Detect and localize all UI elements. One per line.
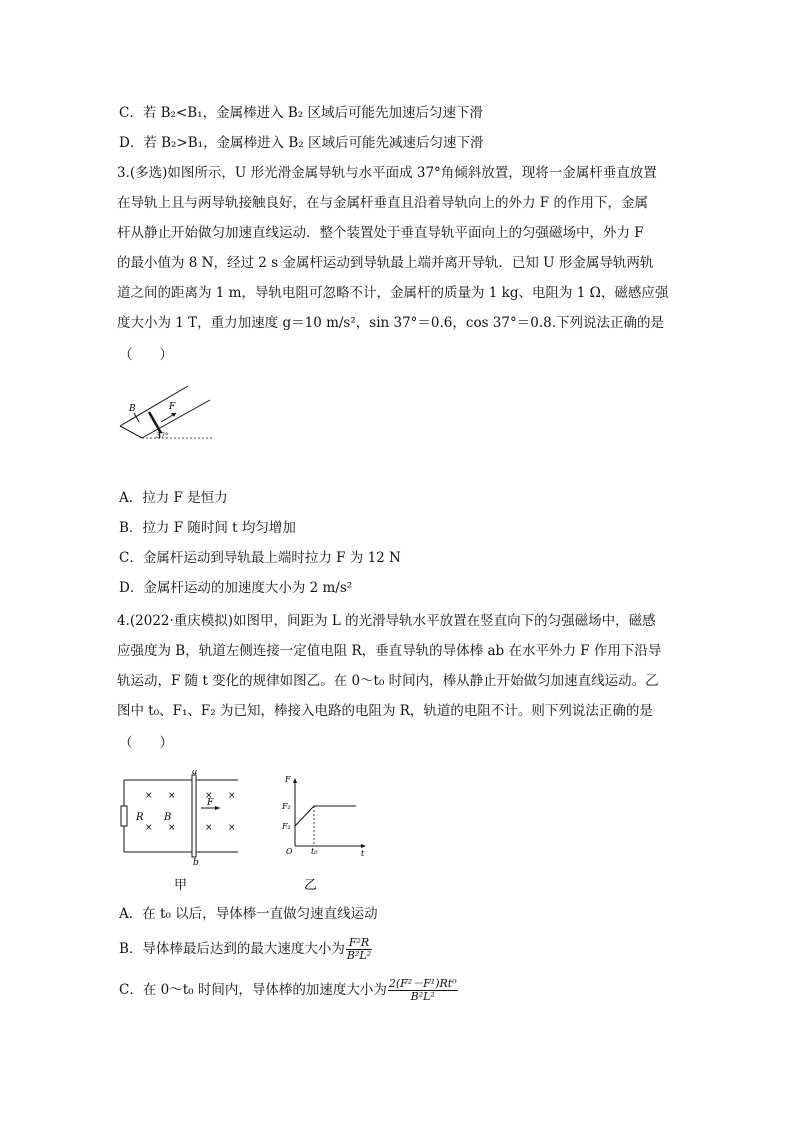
q4-option-a: A．在 t₀ 以后，导体棒一直做匀速直线运动	[119, 906, 378, 922]
q4-option-c	[119, 978, 458, 1003]
q3-option-a: A．拉力 F 是恒力	[119, 490, 228, 506]
q3-line-3: 杆从静止开始做匀加速直线运动．整个装置处于垂直导轨平面向上的匀强磁场中，外力 F	[117, 225, 644, 241]
q3-line-4: 的最小值为 8 N，经过 2 s 金属杆运动到导轨最上端并离开导轨．已知 U 形金属导轨两轨	[117, 255, 654, 271]
prev-option-d: D．若 B₂>B₁，金属棒进入 B₂ 区域后可能先减速后匀速下滑	[119, 135, 484, 151]
q3-option-d: D．金属杆运动的加速度大小为 2 m/s²	[119, 580, 353, 596]
q3-fig-angle: 37°	[156, 432, 169, 440]
jia-cross: ×	[145, 823, 153, 833]
fraction-denominator: B²L²	[346, 949, 372, 962]
jia-label-f: F	[207, 798, 214, 808]
q4-line-2: 应强度为 B，轨道左侧连接一定值电阻 R，垂直导轨的导体棒 ab 在水平外力 F 作用下沿导	[117, 643, 662, 659]
prev-option-c: C．若 B₂<B₁，金属棒进入 B₂ 区域后可能先加速后匀速下滑	[119, 105, 484, 121]
q4-option-c-text: C．在 0～t₀ 时间内，导体棒的加速度大小为	[119, 982, 387, 998]
q4-line-1: 4.(2022·重庆模拟)如图甲，间距为 L 的光滑导轨水平放置在竖直向下的匀强磁场中，磁感	[117, 613, 656, 629]
jia-cross: ×	[228, 823, 236, 833]
yi-axis-f: F	[285, 775, 291, 784]
q3-option-b: B．拉力 F 随时间 t 均匀增加	[119, 520, 296, 536]
q4-option-b-fraction	[346, 937, 372, 962]
yi-axis-t: t	[361, 849, 365, 858]
q3-line-5: 道之间的距离为 1 m，导轨电阻可忽略不计，金属杆的质量为 1 kg、电阻为 1 Ω，磁感应强	[117, 285, 669, 301]
fraction-numerator: F²R	[346, 937, 372, 950]
q4-figure-jia	[116, 770, 242, 894]
conductor-rod	[192, 775, 196, 857]
jia-cross: ×	[228, 791, 236, 801]
q4-option-c-fraction	[388, 978, 458, 1003]
q3-line-6: 度大小为 1 T，重力加速度 g＝10 m/s²，sin 37°＝0.6，cos 37°＝0.8.下列说法正确的是	[117, 315, 664, 331]
jia-cross: ×	[205, 791, 213, 801]
q4-line-4: 图中 t₀、F₁、F₂ 为已知，棒接入电路的电阻为 R，轨道的电阻不计。则下列说法正确的是	[117, 703, 653, 719]
jia-label-b-end: b	[193, 858, 199, 868]
yi-label-f1: F₁	[282, 822, 291, 831]
yi-caption: 乙	[304, 878, 318, 893]
jia-cross: ×	[205, 823, 213, 833]
jia-label-a: a	[192, 770, 198, 777]
q3-fig-label-f: F	[169, 402, 176, 412]
q4-option-b-text: B．导体棒最后达到的最大速度大小为	[119, 941, 345, 957]
q3-line-1: 3.(多选)如图所示，U 形光滑金属导轨与水平面成 37°角倾斜放置，现将一金属杆垂直放置	[117, 165, 657, 181]
force-curve	[295, 806, 356, 826]
fraction-denominator: B²L²	[410, 990, 435, 1003]
jia-label-b: B	[164, 812, 172, 823]
yi-label-f2: F₂	[282, 802, 291, 811]
jia-caption: 甲	[174, 878, 188, 893]
jia-label-r: R	[136, 812, 144, 823]
yi-label-t0: t₀	[311, 847, 318, 856]
jia-cross: ×	[168, 823, 176, 833]
q3-line-2: 在导轨上且与两导轨接触良好，在与金属杆垂直且沿着导轨向上的外力 F 的作用下，金属	[117, 195, 648, 211]
q4-line-3: 轨运动，F 随 t 变化的规律如图乙。在 0～t₀ 时间内，棒从静止开始做匀加速直线运动。乙	[117, 673, 659, 689]
jia-cross: ×	[168, 791, 176, 801]
yi-origin: O	[286, 847, 293, 856]
q4-figure-yi	[280, 772, 372, 894]
q3-incline-figure	[116, 382, 216, 444]
q4-paren: （ ）	[119, 735, 173, 751]
q3-option-c: C．金属杆运动到导轨最上端时拉力 F 为 12 N	[119, 550, 401, 566]
fraction-numerator: 2(F²－F¹)Rt⁰	[388, 977, 457, 990]
q4-option-b	[119, 937, 372, 962]
q3-fig-label-b: B	[129, 404, 136, 414]
jia-cross: ×	[145, 791, 153, 801]
q3-paren: （ ）	[119, 347, 173, 363]
